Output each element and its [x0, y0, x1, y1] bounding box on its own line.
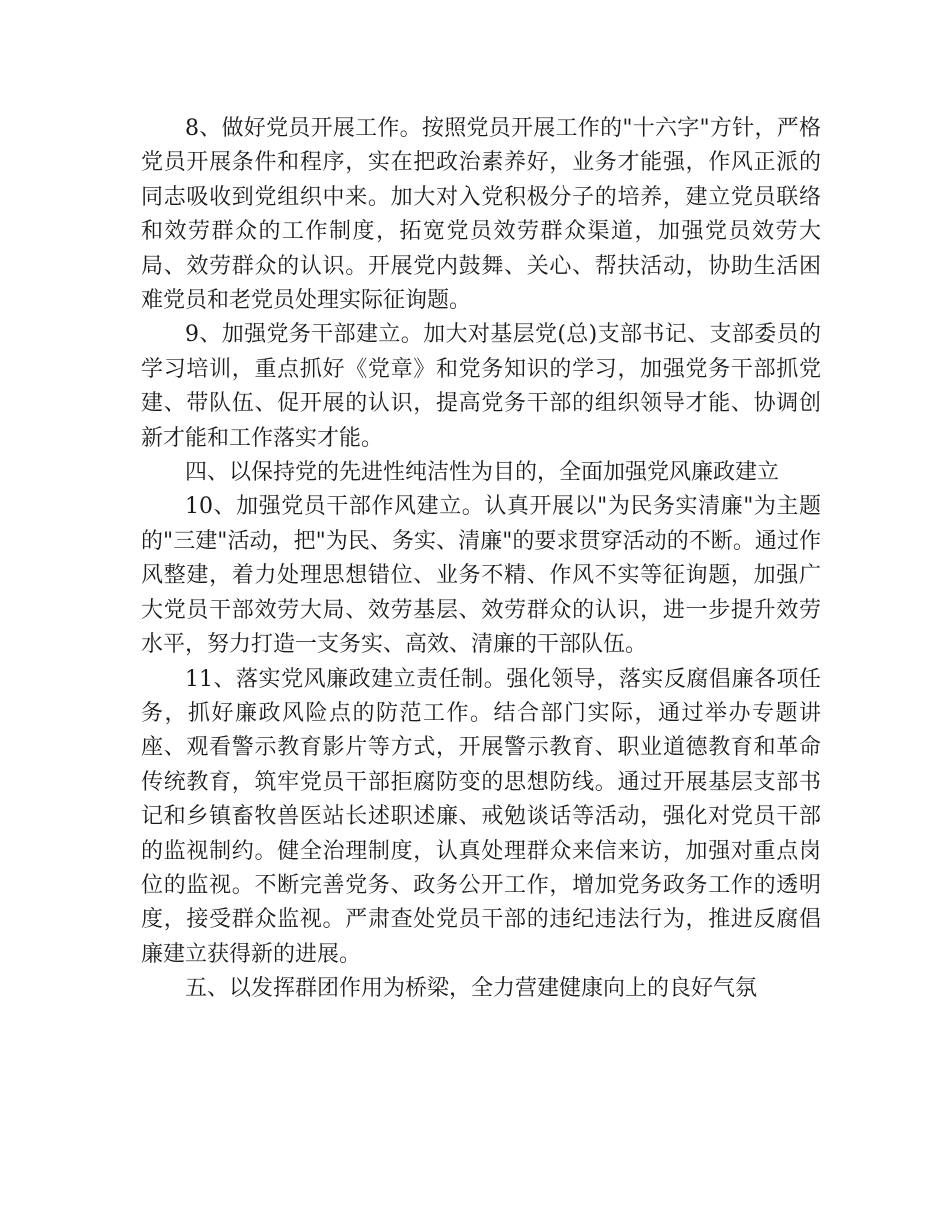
- paragraph-party-affairs-cadres: 9、加强党务干部建立。加大对基层党(总)支部书记、支部委员的学习培训，重点抓好《党章》和党务知识的学习，加强党务干部抓党建、带队伍、促开展的认识，提高党务干部的组织领导才能、协调创新才能和工作落实才能。: [141, 322, 821, 451]
- paragraph-cadre-work-style: 10、加强党员干部作风建立。认真开展以"为民务实清廉"为主题的"三建"活动，把"为民、务实、清廉"的要求贯穿活动的不断。通过作风整建，着力处理思想错位、业务不精、作风不实等征询题，加强广大党员干部效劳大局、效劳基层、效劳群众的认识，进一步提升效劳水平，努力打造一支务实、高效、清廉的干部队伍。: [141, 494, 822, 658]
- section-heading-five: 五、以发挥群团作用为桥梁，全力营建健康向上的良好气氛: [185, 976, 758, 1002]
- document-body: [141, 112, 821, 1007]
- section-heading-four: 四、以保持党的先进性纯洁性为目的，全面加强党风廉政建立: [185, 460, 780, 486]
- paragraph-party-member-development: 8、做好党员开展工作。按照党员开展工作的"十六字"方针，严格党员开展条件和程序，实在把政治素养好，业务才能强，作风正派的同志吸收到党组织中来。加大对入党积极分子的培养，建立党员联络和效劳群众的工作制度，拓宽党员效劳群众渠道，加强党员效劳大局、效劳群众的认识。开展党内鼓舞、关心、帮扶活动，协助生活困难党员和老党员处理实际征询题。: [141, 116, 821, 314]
- paragraph-integrity-responsibility: 11、落实党风廉政建立责任制。强化领导，落实反腐倡廉各项任务，抓好廉政风险点的防范工作。结合部门实际，通过举办专题讲座、观看警示教育影片等方式，开展警示教育、职业道德教育和革命传统教育，筑牢党员干部拒腐防变的思想防线。通过开展基层支部书记和乡镇畜牧兽医站长述职述廉、戒勉谈话等活动，强化对党员干部的监视制约。健全治理制度，认真处理群众来信来访，加强对重点岗位的监视。不断完善党务、政务公开工作，增加党务政务工作的透明度，接受群众监视。严肃查处党员干部的违纪违法行为，推进反腐倡廉建立获得新的进展。: [141, 666, 821, 967]
